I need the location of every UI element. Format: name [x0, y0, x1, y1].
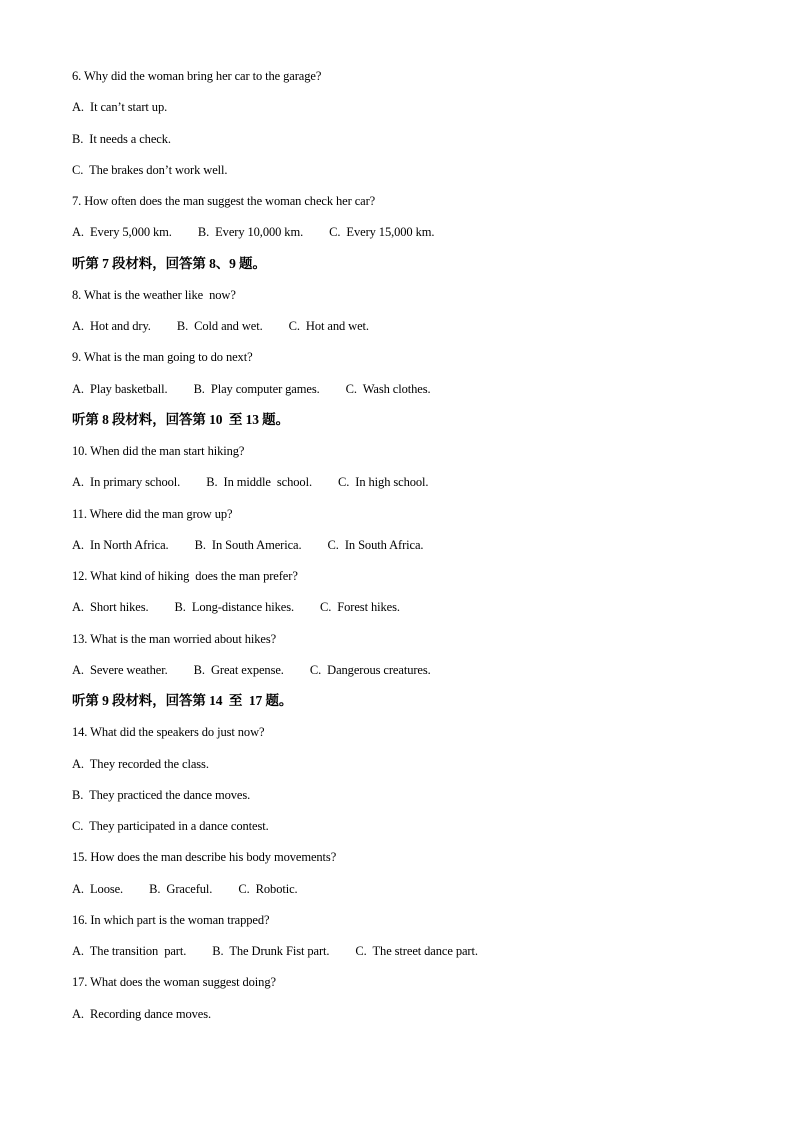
section-heading: 听第 9 段材料，回答第 14 至 17 题。: [72, 693, 293, 708]
answer-option: B. They practiced the dance moves.: [72, 787, 251, 802]
section-heading: 听第 8 段材料，回答第 10 至 13 题。: [72, 411, 289, 427]
question-text: 17. What does the woman suggest doing?: [72, 975, 276, 990]
answer-options-row: [72, 597, 752, 628]
question-text: 8. What is the weather like now?: [72, 287, 236, 302]
answer-options-row: [72, 379, 752, 410]
answer-options-row: [72, 879, 752, 910]
answer-option: B. In middle school.: [206, 475, 312, 490]
answer-option: C. Wash clothes.: [345, 381, 431, 396]
question-text: 9. What is the man going to do next?: [72, 350, 253, 365]
question-text: 15. How does the man describe his body movements?: [72, 850, 337, 865]
answer-option: C. Every 15,000 km.: [329, 225, 435, 240]
answer-option: A. Severe weather.: [72, 662, 168, 677]
answer-options-row: [72, 535, 752, 566]
answer-option: C. They participated in a dance contest.: [72, 819, 269, 833]
answer-options-row: [72, 660, 752, 691]
answer-option: B. Graceful.: [149, 881, 213, 896]
answer-option: A. They recorded the class.: [72, 756, 209, 771]
answer-option: A. In North Africa.: [72, 537, 169, 552]
answer-options-row: [72, 941, 752, 972]
answer-options-row: [72, 316, 752, 347]
question-text: 16. In which part is the woman trapped?: [72, 912, 270, 927]
answer-option: A. The transition part.: [72, 944, 187, 958]
section-heading: 听第 7 段材料，回答第 8、9 题。: [72, 255, 266, 271]
answer-option: C. In South Africa.: [327, 537, 424, 552]
answer-option: A. Hot and dry.: [72, 319, 151, 333]
answer-option: B. Play computer games.: [193, 381, 320, 396]
answer-option: C. The brakes don’t work well.: [72, 162, 228, 177]
answer-option: B. The Drunk Fist part.: [212, 944, 330, 958]
answer-option: A. In primary school.: [72, 475, 181, 490]
answer-option: C. In high school.: [337, 475, 429, 490]
question-text: 7. How often does the man suggest the woman check her car?: [72, 194, 376, 208]
question-text: 12. What kind of hiking does the man prefer?: [72, 569, 298, 583]
question-text: 14. What did the speakers do just now?: [72, 725, 265, 740]
answer-option: B. Great expense.: [193, 662, 284, 677]
answer-option: B. Every 10,000 km.: [197, 225, 304, 240]
answer-option: A. Short hikes.: [72, 600, 149, 615]
answer-option: C. The street dance part.: [355, 944, 478, 958]
answer-option: C. Dangerous creatures.: [309, 662, 431, 677]
question-text: 6. Why did the woman bring her car to the garage?: [72, 69, 322, 83]
answer-option: B. Cold and wet.: [176, 319, 263, 333]
answer-option: B. It needs a check.: [72, 131, 171, 146]
question-text: 11. Where did the man grow up?: [72, 506, 233, 521]
answer-option: A. Every 5,000 km.: [72, 225, 172, 240]
answer-option: C. Hot and wet.: [288, 319, 369, 333]
answer-option: A. Loose.: [72, 881, 124, 896]
answer-options-row: [72, 222, 752, 253]
answer-option: B. In South America.: [194, 537, 302, 552]
answer-option: B. Long-distance hikes.: [174, 600, 294, 615]
answer-option: C. Robotic.: [238, 881, 298, 896]
answer-option: A. Play basketball.: [72, 381, 168, 396]
answer-options-row: [72, 472, 752, 503]
answer-option: C. Forest hikes.: [319, 600, 400, 615]
answer-option: A. Recording dance moves.: [72, 1006, 212, 1021]
question-text: 13. What is the man worried about hikes?: [72, 631, 277, 646]
exam-page-content: [72, 66, 752, 1035]
answer-option: A. It can’t start up.: [72, 100, 168, 115]
question-text: 10. When did the man start hiking?: [72, 444, 245, 458]
